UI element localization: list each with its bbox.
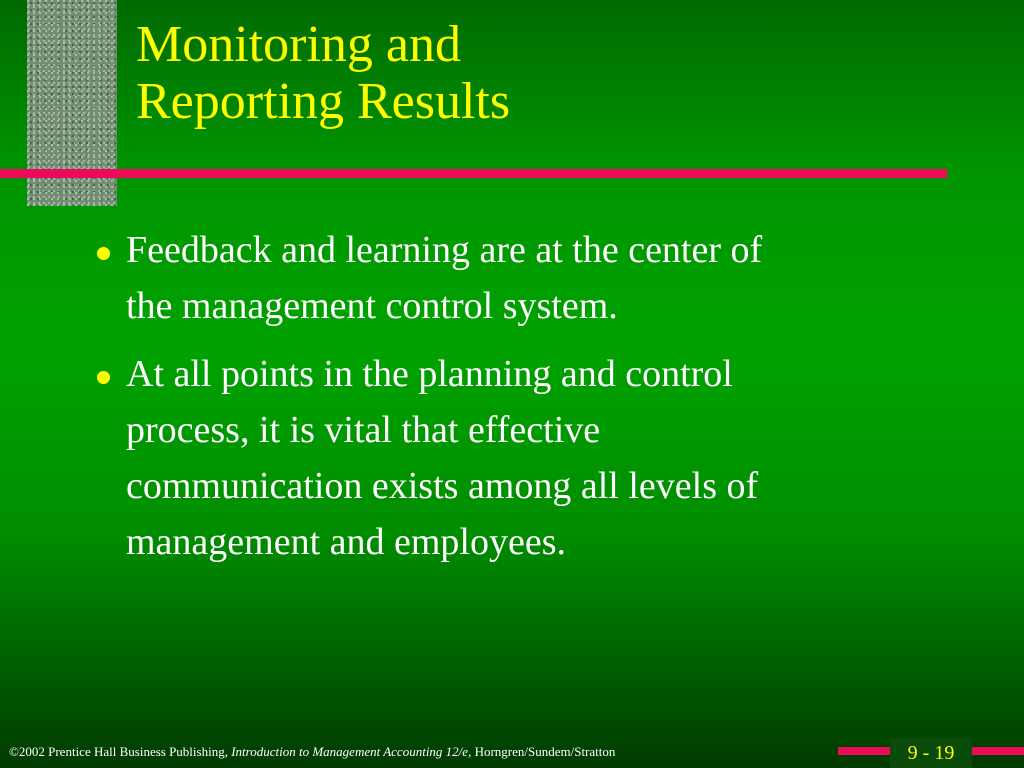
footer-rule-left [838,747,890,755]
page-number: 9 - 19 [890,738,972,768]
title-line-1: Monitoring and [136,16,461,73]
bullet-2-line-3: communication exists among all levels of [126,465,759,507]
footer-authors: Horngren/Sundem/Stratton [471,744,616,759]
bullet-1-line-1: Feedback and learning are at the center of [126,229,763,271]
bullet-2-line-2: process, it is vital that effective [126,409,601,451]
slide-title [136,16,510,130]
footer-book-title: Introduction to Management Accounting 12/e, [231,744,472,759]
bullet-1-line-2: the management control system. [126,285,618,327]
bullet-2-line-1: At all points in the planning and control [126,353,733,395]
bullet-item-1 [90,222,910,334]
footer-rule-right [972,747,1024,755]
title-line-2: Reporting Results [136,73,511,130]
bullet-item-2 [90,346,910,570]
title-divider [0,169,947,178]
footer-copyright: ©2002 Prentice Hall Business Publishing, [9,744,232,759]
bullet-dot-icon [97,247,110,260]
bullet-2-line-4: management and employees. [126,521,567,563]
bullet-list [90,222,910,582]
bullet-dot-icon [97,371,110,384]
footer-credit [9,744,615,760]
